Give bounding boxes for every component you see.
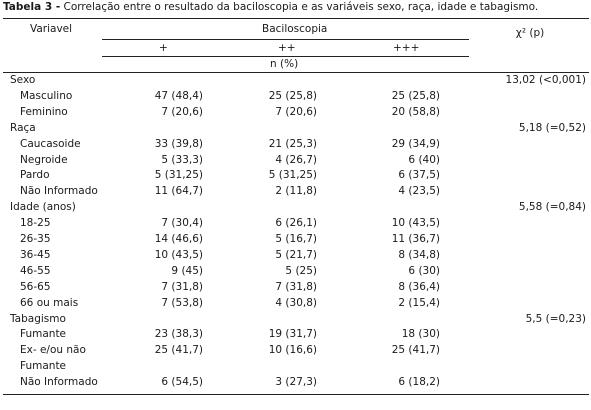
row-label: 56-65 bbox=[20, 281, 51, 293]
row-label: Fumante bbox=[20, 328, 67, 340]
sub-rule bbox=[102, 56, 469, 57]
group-title: Tabagismo bbox=[10, 313, 66, 325]
value-plus-plus-plus: 20 (58,8) bbox=[391, 106, 440, 118]
row-label: Masculino bbox=[20, 90, 73, 102]
value-plus-plus-plus: 2 (15,4) bbox=[398, 297, 440, 309]
value-plus-plus: 5 (25) bbox=[285, 265, 317, 277]
group-title: Raça bbox=[10, 122, 36, 134]
value-plus-plus-plus: 25 (25,8) bbox=[391, 90, 440, 102]
table-caption bbox=[3, 1, 538, 13]
bottom-rule bbox=[3, 394, 589, 395]
value-plus-plus: 5 (16,7) bbox=[275, 233, 317, 245]
row-label: Fumante bbox=[20, 360, 67, 372]
header-bottom-rule bbox=[3, 72, 589, 73]
value-plus-plus: 7 (31,8) bbox=[275, 281, 317, 293]
value-plus: 7 (31,8) bbox=[161, 281, 203, 293]
value-plus-plus-plus: 6 (18,2) bbox=[398, 376, 440, 388]
header-col-plus-plus-plus: +++ bbox=[393, 42, 420, 54]
header-unit: n (%) bbox=[270, 58, 299, 70]
value-plus-plus-plus: 11 (36,7) bbox=[391, 233, 440, 245]
header-chi-square: χ² (p) bbox=[515, 27, 545, 39]
caption-label: Tabela 3 - bbox=[3, 1, 61, 13]
value-plus: 7 (30,4) bbox=[161, 217, 203, 229]
row-label: 36-45 bbox=[20, 249, 51, 261]
row-label: 18-25 bbox=[20, 217, 51, 229]
value-plus: 47 (48,4) bbox=[154, 90, 203, 102]
chi-square-value: 5,18 (=0,52) bbox=[518, 122, 586, 134]
value-plus-plus-plus: 6 (37,5) bbox=[398, 169, 440, 181]
row-label: Caucasoide bbox=[20, 138, 81, 150]
value-plus: 7 (20,6) bbox=[161, 106, 203, 118]
value-plus: 11 (64,7) bbox=[154, 185, 203, 197]
header-col-plus-plus: ++ bbox=[278, 42, 296, 54]
value-plus: 23 (38,3) bbox=[154, 328, 203, 340]
value-plus-plus: 7 (20,6) bbox=[275, 106, 317, 118]
value-plus: 10 (43,5) bbox=[154, 249, 203, 261]
value-plus-plus: 19 (31,7) bbox=[268, 328, 317, 340]
chi-square-value: 5,5 (=0,23) bbox=[525, 313, 586, 325]
value-plus: 5 (31,25) bbox=[154, 169, 203, 181]
value-plus-plus: 5 (21,7) bbox=[275, 249, 317, 261]
value-plus-plus-plus: 18 (30) bbox=[401, 328, 440, 340]
value-plus-plus: 25 (25,8) bbox=[268, 90, 317, 102]
value-plus-plus-plus: 8 (36,4) bbox=[398, 281, 440, 293]
value-plus-plus: 10 (16,6) bbox=[268, 344, 317, 356]
value-plus: 25 (41,7) bbox=[154, 344, 203, 356]
group-title: Idade (anos) bbox=[10, 201, 76, 213]
value-plus-plus: 3 (27,3) bbox=[275, 376, 317, 388]
chi-square-value: 5,58 (=0,84) bbox=[518, 201, 586, 213]
row-label: Pardo bbox=[20, 169, 50, 181]
value-plus-plus-plus: 6 (30) bbox=[408, 265, 440, 277]
value-plus-plus-plus: 29 (34,9) bbox=[391, 138, 440, 150]
caption-text: Correlação entre o resultado da baciloscopia e as variáveis sexo, raça, idade e tabagismo. bbox=[60, 1, 539, 13]
row-label: Negroide bbox=[20, 154, 68, 166]
header-baciloscopia: Baciloscopia bbox=[262, 23, 328, 35]
value-plus: 7 (53,8) bbox=[161, 297, 203, 309]
value-plus-plus-plus: 4 (23,5) bbox=[398, 185, 440, 197]
chi-square-value: 13,02 (<0,001) bbox=[505, 74, 586, 86]
row-label: Não Informado bbox=[20, 376, 98, 388]
row-label: 46-55 bbox=[20, 265, 51, 277]
top-rule bbox=[3, 18, 589, 19]
value-plus: 14 (46,6) bbox=[154, 233, 203, 245]
row-label: 66 ou mais bbox=[20, 297, 79, 309]
value-plus: 5 (33,3) bbox=[161, 154, 203, 166]
value-plus: 33 (39,8) bbox=[154, 138, 203, 150]
value-plus-plus: 5 (31,25) bbox=[268, 169, 317, 181]
value-plus: 6 (54,5) bbox=[161, 376, 203, 388]
value-plus-plus: 21 (25,3) bbox=[268, 138, 317, 150]
baciloscopia-rule bbox=[102, 39, 469, 40]
value-plus-plus: 4 (26,7) bbox=[275, 154, 317, 166]
value-plus-plus-plus: 6 (40) bbox=[408, 154, 440, 166]
group-title: Sexo bbox=[10, 74, 36, 86]
header-variable: Variavel bbox=[30, 23, 73, 35]
value-plus-plus: 2 (11,8) bbox=[275, 185, 317, 197]
row-label: Ex- e/ou não bbox=[20, 344, 86, 356]
row-label: Feminino bbox=[20, 106, 68, 118]
row-label: Não Informado bbox=[20, 185, 98, 197]
value-plus-plus-plus: 8 (34,8) bbox=[398, 249, 440, 261]
value-plus-plus-plus: 25 (41,7) bbox=[391, 344, 440, 356]
value-plus-plus: 6 (26,1) bbox=[275, 217, 317, 229]
value-plus: 9 (45) bbox=[171, 265, 203, 277]
value-plus-plus-plus: 10 (43,5) bbox=[391, 217, 440, 229]
value-plus-plus: 4 (30,8) bbox=[275, 297, 317, 309]
row-label: 26-35 bbox=[20, 233, 51, 245]
header-col-plus: + bbox=[159, 42, 168, 54]
